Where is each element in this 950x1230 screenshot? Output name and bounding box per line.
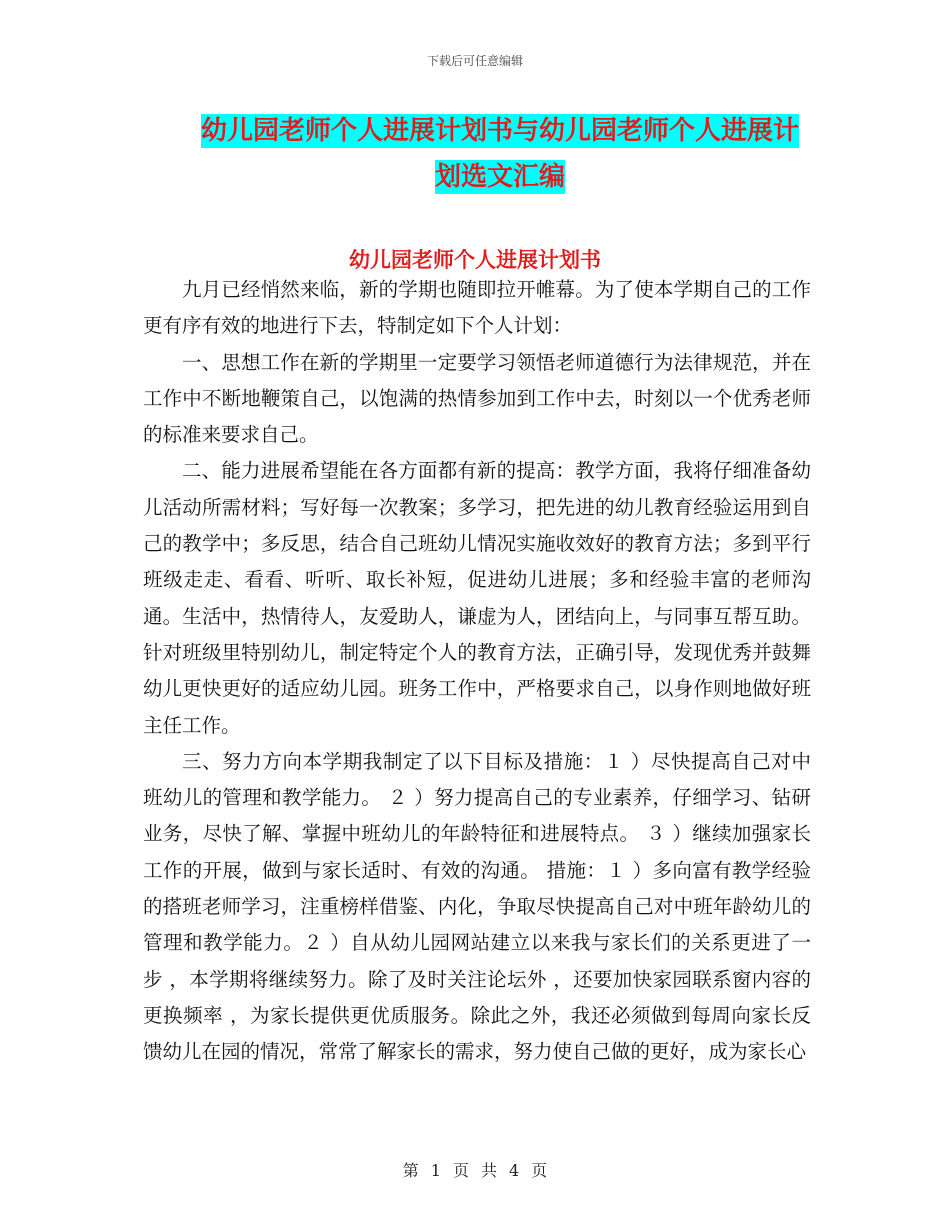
footer-total-unit: 页	[531, 1161, 548, 1180]
footer-total-word: 共	[481, 1161, 498, 1180]
document-title-line-1: 幼儿园老师个人进展计划书与幼儿园老师个人进展计	[200, 116, 799, 146]
page-footer	[0, 1158, 950, 1181]
paragraph-direction: 三、努力方向本学期我制定了以下目标及措施：１ ）尽快提高自己对中班幼儿的管理和教学能力。 ２ ）努力提高自己的专业素养，仔细学习、钻研业务，尽快了解、掌握中班幼儿的年龄特征和进展特点。 ３ ）继续加强家长工作的开展，做到与家长适时、有效的沟通。 措施：１ ）多向富有教学经验的搭班老师学习，注重榜样借鉴、内化，争取尽快提高自己对中班年龄幼儿的管理和教学能力。２ ）自从幼儿园网站建立以来我与家长们的关系更进了一步 ，本学期将继续努力。除了及时关注论坛外 ，还要加快家园联系窗内容的更换频率 ，为家长提供更优质服务。除此之外，我还必须做到每周向家长反馈幼儿在园的情况，常常了解家长的需求，努力使自己做的更好，成为家长心	[143, 749, 811, 1064]
paragraph-thinking: 一、思想工作在新的学期里一定要学习领悟老师道德行为法律规范，并在工作中不断地鞭策自己，以饱满的热情参加到工作中去，时刻以一个优秀老师的标准来要求自己。	[143, 350, 811, 447]
document-title-line-2: 划选文汇编	[434, 162, 565, 192]
section-title: 幼儿园老师个人进展计划书	[349, 248, 601, 272]
footer-total-pages: 4	[509, 1161, 520, 1180]
header-note: 下载后可任意编辑	[426, 54, 523, 68]
paragraph-ability: 二、能力进展希望能在各方面都有新的提高：教学方面，我将仔细准备幼儿活动所需材料；写好每一次教案；多学习，把先进的幼儿教育经验运用到自己的教学中；多反思，结合自己班幼儿情况实施收效好的教育方法；多到平行班级走走、看看、听听、取长补短，促进幼儿进展；多和经验丰富的老师沟通。生活中，热情待人，友爱助人，谦虚为人，团结向上，与同事互帮互助。针对班级里特别幼儿，制定特定个人的教育方法，正确引导，发现优秀并鼓舞幼儿更快更好的适应幼儿园。班务工作中，严格要求自己，以身作则地做好班主任工作。	[143, 459, 811, 737]
footer-page-word: 第	[402, 1161, 419, 1180]
paragraph-intro: 九月已经悄然来临，新的学期也随即拉开帷幕。为了使本学期自己的工作更有序有效的地进行下去，特制定如下个人计划：	[143, 278, 811, 338]
footer-page-number: 1	[430, 1161, 441, 1180]
body-text	[143, 272, 811, 1071]
document-title	[190, 108, 810, 200]
footer-page-unit: 页	[452, 1161, 469, 1180]
